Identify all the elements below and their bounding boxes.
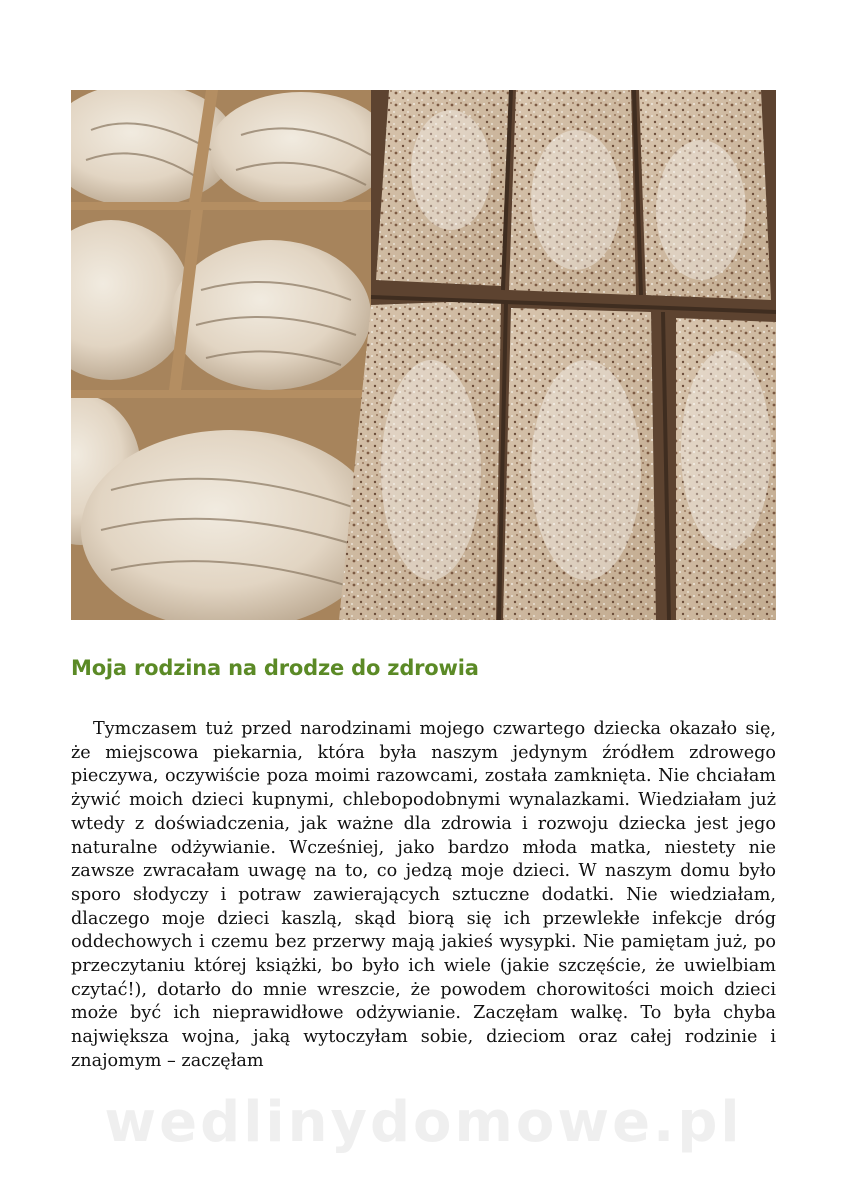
watermark: wedlinydomowe.pl — [104, 1090, 743, 1155]
loaf-pans — [339, 90, 776, 620]
round-loaves — [71, 90, 393, 620]
body-paragraph: Tymczasem tuż przed narodzinami mojego czwartego dziecka okazało się, że miejscowa piekarnia, która była naszym jedynym źródłem zdrowego pieczywa, oczywiście poza moimi razowcami, została zamknięta. Nie chciałam żywić moich dzieci kupnymi, chlebopodobnymi wynalazkami. Wiedziałam już wtedy z doświadczenia, jak ważne dla zdrowia i rozwoju dziecka jest jego naturalne odżywianie. Wcześniej, jako bardzo młoda matka, niestety nie zawsze zwracałam uwagę na to, co jedzą moje dzieci. W naszym domu było sporo słodyczy i potraw zawierających sztuczne dodatki. Nie wiedziałam, dlaczego moje dzieci kaszlą, skąd biorą się ich przewlekłe infekcje dróg oddechowych i czemu bez przerwy mają jakieś wysypki. Nie pamiętam już, po przeczytaniu której książki, bo było ich wiele (jakie szczęście, że uwielbiam czytać!), dotarło do mnie wreszcie, że powodem chorowitości moich dzieci może być ich nieprawidłowe odżywianie. Zaczęłam walkę. To była chyba największa wojna, jaką wytoczyłam sobie, dzieciom oraz całej rodzinie i znajomym – zaczęłam — [71, 719, 776, 1071]
bread-loaves-image — [71, 90, 776, 620]
section-heading: Moja rodzina na drodze do zdrowia — [71, 656, 479, 680]
bread-photo — [71, 90, 776, 620]
